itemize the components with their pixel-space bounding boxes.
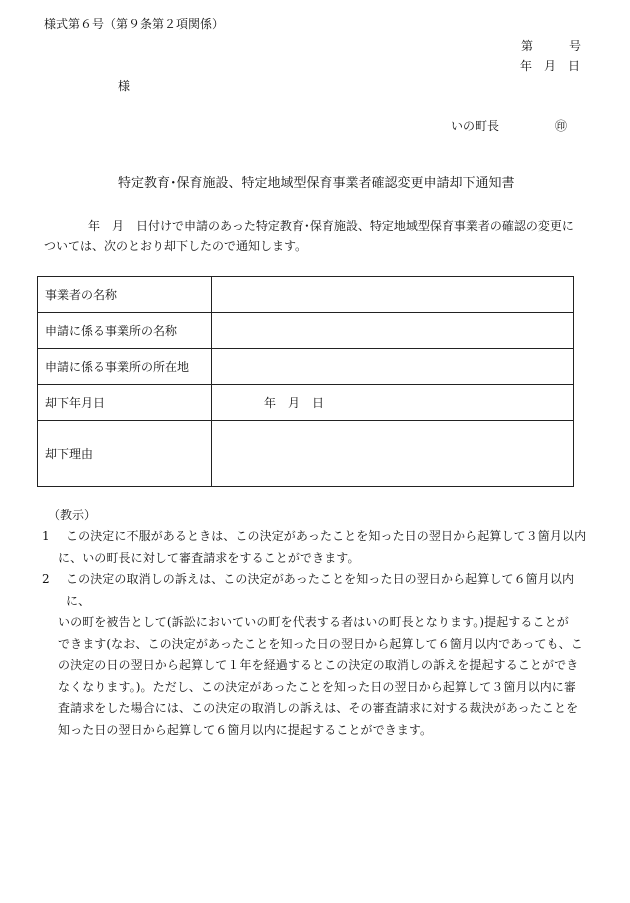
addressee-suffix: 様 <box>118 79 131 93</box>
table-row <box>38 313 574 349</box>
row-label-facility-name: 申請に係る事業所の名称 <box>38 313 212 349</box>
document-title: 特定教育･保育施設、特定地域型保育事業者確認変更申請却下通知書 <box>118 176 515 191</box>
row-label-rejection-date: 却下年月日 <box>38 385 212 421</box>
instruction-item <box>42 526 590 569</box>
row-label-rejection-reason: 却下理由 <box>38 421 212 487</box>
instruction-line: この決定の取消しの訴えは、この決定があったことを知った日の翌日から起算して６箇月以内に、 <box>66 572 575 608</box>
document-number: 第 号 <box>521 39 582 53</box>
table-row <box>38 385 574 421</box>
row-value-rejection-reason <box>212 421 574 487</box>
table-row <box>38 421 574 487</box>
instruction-line: この決定に不服があるときは、この決定があったことを知った日の翌日から起算して３箇月以内 <box>66 529 587 543</box>
instruction-line: なくなります。)。ただし、この決定があったことを知った日の翌日から起算して３箇月以内に審 <box>58 679 577 694</box>
row-label-facility-address: 申請に係る事業所の所在地 <box>38 349 212 385</box>
instruction-text <box>58 526 590 569</box>
rejection-table <box>37 276 574 487</box>
body-line-2: ついては、次のとおり却下したので通知します。 <box>44 239 308 253</box>
row-label-business-name: 事業者の名称 <box>38 277 212 313</box>
instruction-line: いの町を被告として(訴訟においていの町を代表する者はいの町長となります。)提起することが <box>58 615 569 629</box>
table-row <box>38 277 574 313</box>
form-number: 様式第６号（第９条第２項関係） <box>44 17 225 31</box>
instructions-heading: （教示） <box>48 508 97 522</box>
body-line-1: 年 月 日付けで申請のあった特定教育･保育施設、特定地域型保育事業者の確認の変更に <box>88 219 574 233</box>
row-value-facility-address <box>212 349 574 385</box>
sender-name: いの町長 <box>451 119 500 133</box>
instruction-line: 知った日の翌日から起算して６箇月以内に提起することができます。 <box>58 722 433 737</box>
instructions-section <box>42 507 590 741</box>
instruction-number: 2 <box>42 572 50 586</box>
instruction-number: 1 <box>42 529 50 543</box>
row-value-rejection-date: 年 月 日 <box>212 385 574 421</box>
table-row <box>38 349 574 385</box>
row-value-business-name <box>212 277 574 313</box>
instruction-line: に、いの町長に対して審査請求をすることができます。 <box>58 550 360 565</box>
instruction-line: の決定の日の翌日から起算して１年を経過するとこの決定の取消しの訴えを提起することができ <box>58 658 579 672</box>
instruction-item <box>42 569 590 741</box>
instruction-line: できます(なお、この決定があったことを知った日の翌日から起算して６箇月以内であっても、こ <box>58 636 583 651</box>
row-value-facility-name <box>212 313 574 349</box>
instruction-text <box>58 569 590 741</box>
instruction-line: 査請求をした場合には、この決定の取消しの訴えは、その審査請求に対する裁決があったことを <box>58 701 579 715</box>
seal-mark: ㊞ <box>555 119 568 133</box>
issue-date: 年 月 日 <box>520 59 581 73</box>
